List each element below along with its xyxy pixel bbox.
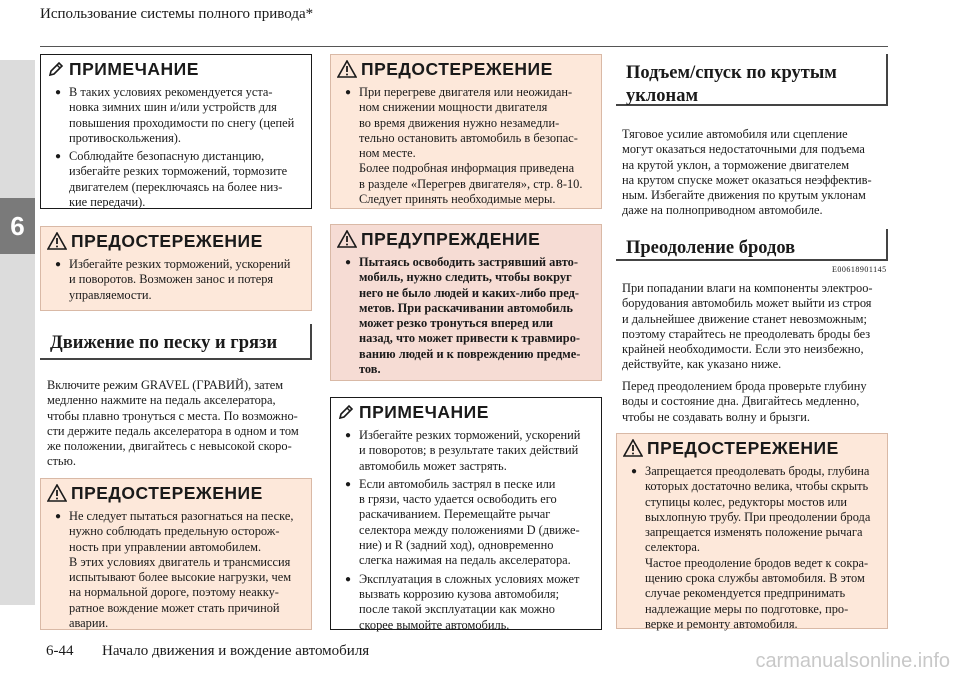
caution-list — [617, 462, 887, 641]
warning-item: ● Пытаясь освободить застрявший авто- мобиль, нужно следить, чтобы вокруг него не было людей и каких-либо пред- метов. При раскачивании автомобиль может резко тронуться вперед или назад, что может привести к травмиро- ванию людей и к повреждению предме- тов. — [345, 255, 593, 377]
caution-box-fording — [616, 433, 888, 629]
caution-header — [617, 434, 887, 462]
caution-header — [331, 55, 601, 83]
note-item: ● Если автомобиль застрял в песке или в грязи, часто удается освободить его раскачиванием. Перемещайте рычаг селектора между положениями D (движе- ние) и R (задний ход), одновременно слегка нажимая на педаль акселератора. — [345, 477, 593, 569]
caution-item: ● При перегреве двигателя или неожидан- ном снижении мощности двигателя во время движения нужно незамедли- тельно остановить автомобиль в безопас- ном месте. Более подробная информация приведена в разделе «Перегрев двигателя», стр. 8-10. Следует принять необходимые меры. — [345, 85, 593, 207]
caution-header — [41, 479, 311, 507]
note-item: ● Эксплуатация в сложных условиях может вызвать коррозию кузова автомобиля; после такой эксплуатации как можно скорее вымойте автомобиль. — [345, 572, 593, 633]
page-header-title: Использование системы полного привода* — [40, 6, 314, 22]
caution-triangle-icon — [47, 232, 67, 250]
header-rule — [40, 46, 888, 47]
page-number: 6-44 — [46, 643, 74, 659]
note-list — [331, 426, 601, 642]
caution-triangle-icon — [337, 60, 357, 78]
caution-triangle-icon — [623, 439, 643, 457]
caution-title: ПРЕДОСТЕРЕЖЕНИЕ — [71, 230, 263, 251]
caution-title: ПРЕДОСТЕРЕЖЕНИЕ — [361, 58, 553, 79]
note-list — [41, 83, 311, 219]
paragraph-fording-intro: При попадании влаги на компоненты электроо- борудования автомобиль может выйти из строя и дальнейшее движение станет невозможным; поэтому старайтесь не преодолевать броды без крайней необходимости. Если это неизбежно, действуйте, как указано ниже. — [622, 281, 873, 372]
pencil-icon — [337, 403, 355, 421]
warning-triangle-icon — [337, 230, 357, 248]
watermark: carmanualsonline.info — [755, 650, 950, 672]
caution-triangle-icon — [47, 484, 67, 502]
chapter-tab — [0, 60, 35, 605]
note-box-winter — [40, 54, 312, 209]
note-item: ● Избегайте резких торможений, ускорений и поворотов; в результате таких действий автомобиль может застрять. — [345, 428, 593, 474]
caution-list — [41, 507, 311, 640]
note-title: ПРИМЕЧАНИЕ — [69, 58, 199, 79]
caution-box-braking — [40, 226, 312, 311]
paragraph-steep-slopes: Тяговое усилие автомобиля или сцепление могут оказаться недостаточными для подъема на крутой уклон, а торможение двигателем на крутом спуске может оказаться неэффектив- ным. Избегайте движения по крутым уклонам даже на полноприводном автомобиле. — [622, 127, 872, 218]
paragraph-fording-check: Перед преодолением брода проверьте глубину воды и состояние дна. Двигайтесь медленно, чтобы не создавать волну и брызги. — [622, 379, 867, 424]
footer-section-title: Начало движения и вождение автомобиля — [102, 643, 370, 659]
chapter-number: 6 — [0, 198, 35, 254]
note-header — [41, 55, 311, 83]
section-title-sand-mud: Движение по песку и грязи — [40, 324, 312, 360]
caution-header — [41, 227, 311, 255]
section-title-fording: Преодоление бродов — [616, 229, 888, 261]
warning-list — [331, 253, 601, 386]
warning-header — [331, 225, 601, 253]
caution-list — [331, 83, 601, 216]
warning-title: ПРЕДУПРЕЖДЕНИЕ — [361, 228, 541, 249]
note-header — [331, 398, 601, 426]
caution-box-overheat — [330, 54, 602, 209]
note-item: ● Соблюдайте безопасную дистанцию, избегайте резких торможений, тормозите двигателем (переключаясь на более низ- кие передачи). — [55, 149, 303, 210]
caution-box-sand — [40, 478, 312, 630]
caution-title: ПРЕДОСТЕРЕЖЕНИЕ — [647, 437, 839, 458]
paragraph-sand-mud: Включите режим GRAVEL (ГРАВИЙ), затем медленно нажмите на педаль акселератора, чтобы плавно тронуться с места. По возможно- сти держите педаль акселератора в одном и том же положении, двигайтесь с невысокой скоро- стью. — [47, 378, 299, 469]
warning-box-stuck — [330, 224, 602, 381]
caution-item: ● Запрещается преодолевать броды, глубина которых достаточно велика, чтобы скрыть ступицы колес, редукторы мостов или выхлопную трубу. При преодолении брода запрещается изменять положение рычага селектора. Частое преодоление бродов ведет к сокра- щению срока службы автомобиля. В этом случае рекомендуется предпринимать надлежащие меры по подготовке, про- верке и ремонту автомобиля. — [631, 464, 879, 632]
note-box-stuck — [330, 397, 602, 630]
note-title: ПРИМЕЧАНИЕ — [359, 401, 489, 422]
note-item: ● В таких условиях рекомендуется уста- новка зимних шин и/или устройств для повышения проходимости по снегу (цепей противоскольжения). — [55, 85, 303, 146]
caution-item: ● Избегайте резких торможений, ускорений и поворотов. Возможен занос и потеря управляемости. — [55, 257, 303, 303]
caution-title: ПРЕДОСТЕРЕЖЕНИЕ — [71, 482, 263, 503]
section-title-steep-slopes: Подъем/спуск по крутым уклонам — [616, 54, 888, 106]
caution-item: ● Не следует пытаться разогнаться на песке, нужно соблюдать предельную осторож- ность при управлении автомобилем. В этих условиях двигатель и трансмиссия испытывают более высокие нагрузки, чем на нормальной дороге, поэтому неакку- ратное вождение может стать причиной аварии. — [55, 509, 303, 631]
document-code: E00618901145 — [832, 265, 887, 274]
caution-list — [41, 255, 311, 312]
pencil-icon — [47, 60, 65, 78]
